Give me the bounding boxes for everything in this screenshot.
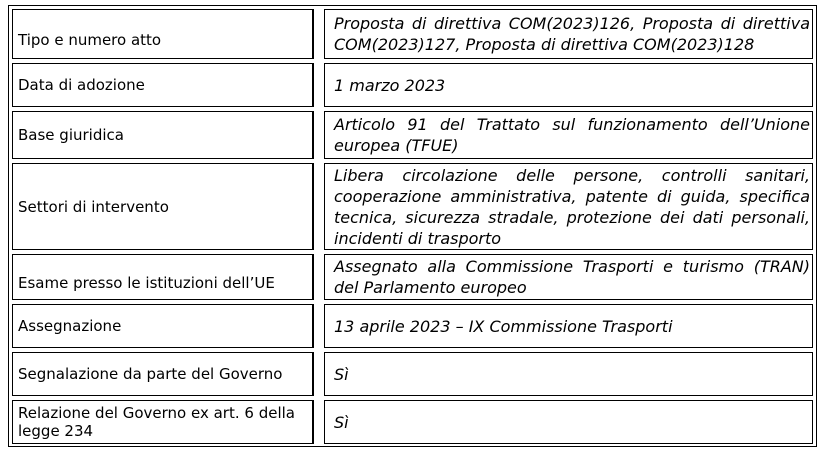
row-value-cell [324, 9, 813, 59]
row-label: Relazione del Governo ex art. 6 della legge 234 [18, 404, 295, 440]
table-row [12, 63, 813, 107]
row-label: Tipo e numero atto [18, 31, 162, 49]
act-info-table [12, 5, 813, 448]
row-label-cell [12, 9, 314, 59]
row-label-cell [12, 400, 314, 444]
row-value-cell [324, 352, 813, 396]
row-label: Esame presso le istituzioni dell’UE [18, 274, 275, 292]
row-value: Articolo 91 del Trattato sul funzionamento dell’Unione europea (TFUE) [334, 115, 810, 155]
table-row [12, 352, 813, 396]
table-row [12, 254, 813, 300]
row-value: Proposta di direttiva COM(2023)126, Proposta di direttiva COM(2023)127, Proposta di direttiva COM(2023)128 [334, 14, 810, 54]
table-row [12, 304, 813, 348]
table-row [12, 9, 813, 59]
row-label-cell [12, 352, 314, 396]
row-value-cell [324, 111, 813, 159]
row-value: Sì [334, 412, 349, 432]
row-label-cell [12, 163, 314, 250]
row-value-cell [324, 63, 813, 107]
row-label: Base giuridica [18, 126, 124, 144]
table-row [12, 163, 813, 250]
row-value: 13 aprile 2023 – IX Commissione Trasporti [334, 316, 673, 336]
table-row [12, 111, 813, 159]
row-label: Assegnazione [18, 317, 122, 335]
row-value-cell [324, 163, 813, 250]
row-label-cell [12, 304, 314, 348]
row-label: Settori di intervento [18, 197, 169, 216]
row-label: Data di adozione [18, 76, 145, 94]
row-value: 1 marzo 2023 [334, 75, 446, 95]
row-value: Libera circolazione delle persone, controlli sanitari, cooperazione amministrativa, patente di guida, specifica tecnica, sicurezza stradale, protezione dei dati personali, incidenti di trasporto [334, 165, 810, 248]
row-label: Segnalazione da parte del Governo [18, 365, 283, 383]
row-value: Assegnato alla Commissione Trasporti e turismo (TRAN) del Parlamento europeo [334, 257, 810, 297]
table-row [12, 400, 813, 444]
row-label-cell [12, 63, 314, 107]
row-label-cell [12, 111, 314, 159]
row-label-cell [12, 254, 314, 300]
row-value-cell [324, 304, 813, 348]
row-value: Sì [334, 364, 349, 384]
row-value-cell [324, 254, 813, 300]
row-value-cell [324, 400, 813, 444]
